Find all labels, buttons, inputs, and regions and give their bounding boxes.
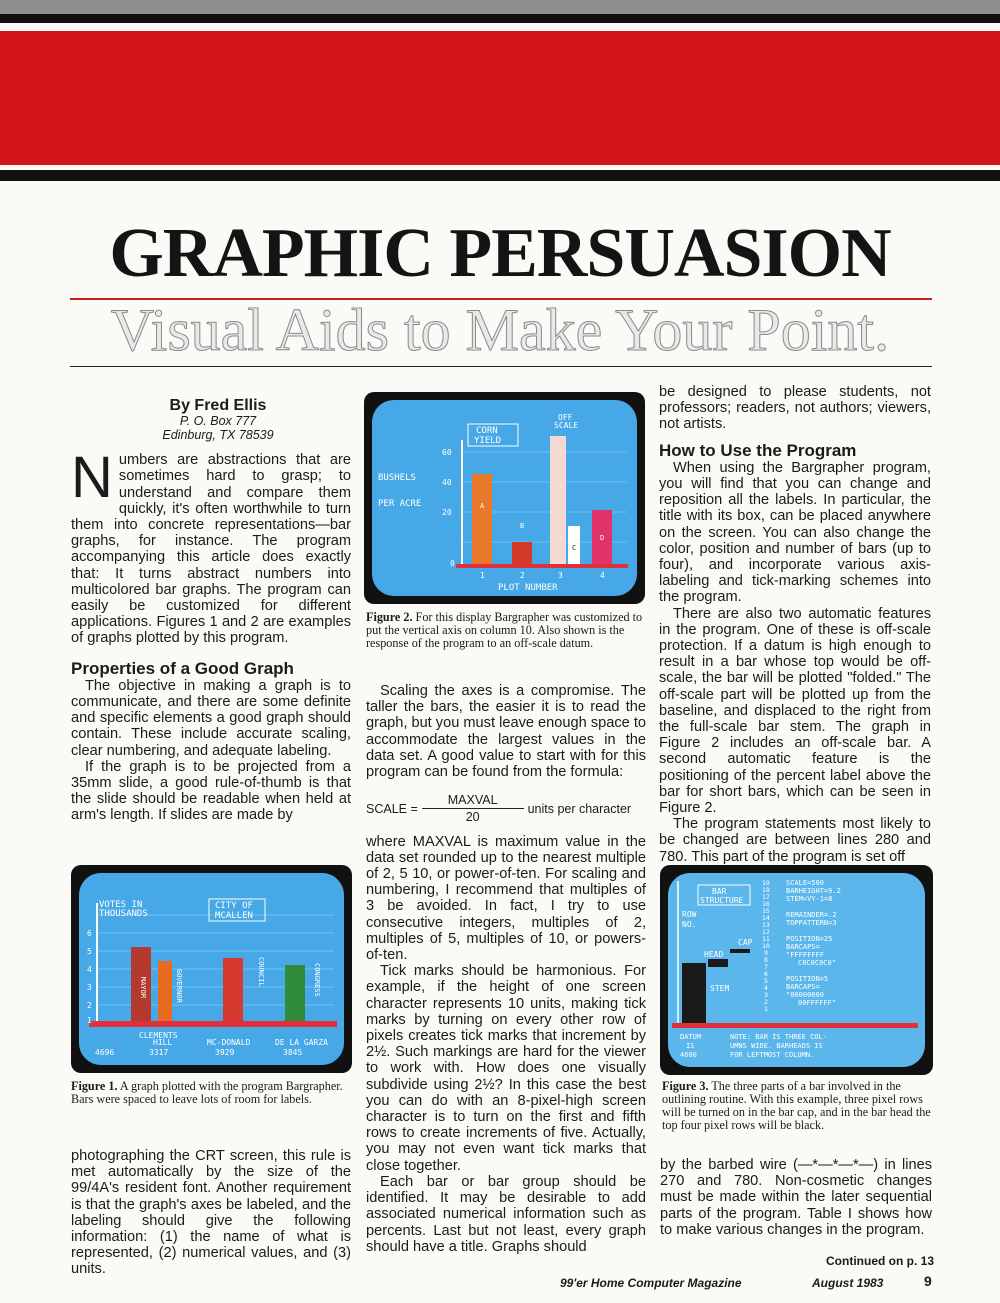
figure-2-ylabel-2: PER ACRE bbox=[378, 499, 422, 509]
figure-3-code-line: STEM=VY-1=8 bbox=[786, 895, 833, 903]
figure-3-code-line: BARCAPS= bbox=[786, 983, 820, 991]
figure-3-row-number: 19 bbox=[762, 879, 770, 887]
figure-3-row-number: 17 bbox=[762, 893, 770, 901]
figure-1-ytick: 3 bbox=[87, 983, 92, 992]
figure-2-xtick: 4 bbox=[600, 571, 605, 580]
header-band-gray bbox=[0, 0, 1000, 14]
paragraph: The program statements most likely to be changed are between lines 280 and 780. This part of the program is set off bbox=[659, 816, 931, 865]
figure-2-caption bbox=[366, 611, 646, 650]
figure-2-xtick: 2 bbox=[520, 571, 525, 580]
paragraph: If the graph is to be projected from a 35mm slide, a good rule-of-thumb is that the slide should be readable when held at arm's length. If slides are made by bbox=[71, 758, 351, 824]
figure-3-label-no: NO. bbox=[682, 920, 697, 929]
figure-1-ytick: 2 bbox=[87, 1001, 92, 1010]
figure-3-code-line: BARCAPS= bbox=[786, 943, 820, 951]
column-3-bottom bbox=[660, 1157, 932, 1238]
figure-1-ytick: 6 bbox=[87, 929, 92, 938]
figure-1-elements-label: CLEMENTS bbox=[139, 1031, 178, 1040]
figure-1-name: HILL bbox=[153, 1038, 173, 1047]
figure-3-row-number: 15 bbox=[762, 907, 770, 915]
column-1 bbox=[71, 398, 351, 824]
figure-3-row-number: 2 bbox=[764, 998, 768, 1006]
continued-notice: Continued on p. 13 bbox=[826, 1254, 934, 1268]
figure-2-xlabel: PLOT NUMBER bbox=[498, 583, 558, 593]
figure-3-bar-structure bbox=[668, 873, 925, 1067]
figure-3-datum: IS bbox=[686, 1042, 695, 1050]
formula-numerator: MAXVAL bbox=[422, 792, 524, 809]
figure-2-xtick: 1 bbox=[480, 571, 485, 580]
figure-3-row-number: 14 bbox=[762, 914, 770, 922]
author-address-line2: Edinburg, TX 78539 bbox=[162, 428, 274, 443]
figure-3-datum: DATUM bbox=[680, 1033, 702, 1041]
figure-3-code-line: POSITION=25 bbox=[786, 935, 833, 943]
figure-1-name: MC-DONALD bbox=[207, 1038, 251, 1047]
figure-2-photo bbox=[364, 392, 645, 604]
figure-3-code-line: "FFFFFFFF bbox=[786, 951, 824, 959]
figure-2-caption-text: For this display Bargrapher was customized to put the vertical axis on column 10. Also shown is the response of the program to an off-scale datum. bbox=[366, 610, 643, 650]
figure-2-caption-label: Figure 2. bbox=[366, 610, 413, 624]
formula-rhs: units per character bbox=[527, 801, 632, 816]
figure-3-bar-cap bbox=[730, 949, 750, 953]
figure-1-ytick: 1 bbox=[87, 1016, 92, 1025]
figure-2-bar bbox=[512, 542, 532, 564]
figure-3-code-line: REMAINDER=.2 bbox=[786, 911, 837, 919]
paragraph: by the barbed wire (—*—*—*—) in lines 270 and 780. Non-cosmetic changes must be made within the later sequential parts of the program. Table I shows how to make various changes in the program. bbox=[660, 1157, 932, 1238]
paragraph: Each bar or bar group should be identified. It may be desirable to add associated numerical information such as percents. Last but not least, every graph should have a title. Graphs should bbox=[366, 1173, 646, 1255]
intro-paragraph bbox=[71, 445, 351, 647]
figure-3-row-number: 5 bbox=[764, 977, 768, 985]
figure-2-bar-label: D bbox=[600, 534, 605, 542]
formula-fraction bbox=[422, 792, 524, 825]
figure-1-bar bbox=[158, 961, 172, 1021]
figure-1-bar-label: COUNCIL bbox=[257, 957, 265, 987]
figure-3-code-line: 00FFFFFF" bbox=[798, 999, 836, 1007]
figure-1-crt-screen bbox=[79, 873, 344, 1065]
figure-1-value: 3317 bbox=[149, 1048, 169, 1057]
figure-2-crt-screen bbox=[372, 400, 637, 596]
figure-3-row-number: 7 bbox=[764, 963, 768, 971]
figure-2-title-2: YIELD bbox=[474, 436, 502, 446]
column-1-bottom bbox=[71, 1148, 351, 1278]
figure-2-ytick: 0 bbox=[450, 559, 455, 568]
figure-3-code-line: POSITION=5 bbox=[786, 975, 829, 983]
page-title: GRAPHIC PERSUASION bbox=[109, 215, 891, 292]
figure-2-title-1: CORN bbox=[476, 426, 498, 436]
figure-1-caption-text: A graph plotted with the program Bargrapher. Bars were spaced to leave lots of room for labels. bbox=[71, 1079, 343, 1106]
figure-1-bar-label: MAYOR bbox=[139, 977, 147, 999]
figure-3-row-number: 13 bbox=[762, 921, 770, 929]
figure-3-row-number: 16 bbox=[762, 900, 770, 908]
figure-1-bar bbox=[285, 965, 305, 1021]
header-band-black-lower bbox=[0, 170, 1000, 181]
formula-denominator: 20 bbox=[465, 810, 480, 825]
figure-2-bar-label: B bbox=[520, 522, 525, 530]
figure-3-row-number: 4 bbox=[764, 984, 768, 992]
figure-3-code-line: C0C0C0C0" bbox=[798, 959, 836, 967]
figure-1-name: DE LA GARZA bbox=[275, 1038, 328, 1047]
figure-3-bar-stem bbox=[682, 963, 706, 1023]
author-byline: By Fred Ellis bbox=[169, 397, 267, 414]
page-number: 9 bbox=[924, 1273, 932, 1289]
figure-3-row-number: 9 bbox=[764, 949, 768, 957]
section-heading-properties: Properties of a Good Graph bbox=[71, 658, 294, 678]
figure-3-caption-text: The three parts of a bar involved in the outlining routine. With this example, three pixel rows will be turned on in the bar cap, and in the bar head the top four pixel rows will be black. bbox=[662, 1079, 931, 1132]
figure-1-value: 3845 bbox=[283, 1048, 303, 1057]
figure-1-elements-value: 4696 bbox=[95, 1048, 115, 1057]
figure-3-code-line: "00000000 bbox=[786, 991, 824, 999]
figure-1-caption-label: Figure 1. bbox=[71, 1079, 118, 1093]
figure-2-ytick: 40 bbox=[442, 478, 452, 487]
figure-3-label-bar: BAR bbox=[712, 887, 727, 896]
paragraph: Scaling the axes is a compromise. The taller the bars, the easier it is to read the graph, but you must leave enough space to accommodate the largest values in the data set. A good value to start with for this program can be found from the formula: bbox=[366, 683, 646, 781]
figure-3-note: NOTE: BAR IS THREE COL- bbox=[730, 1033, 827, 1041]
figure-2-offscale-2: SCALE bbox=[554, 421, 579, 430]
figure-1-ylabel-2: THOUSANDS bbox=[99, 909, 148, 919]
paragraph: photographing the CRT screen, this rule is met automatically by the size of the 99/4A's resident font. Another requirement is that the graph's axes be labeled, and the labeling should give the following information: (1) the name of what is represented, (2) numerical values, and (3) units. bbox=[71, 1148, 351, 1278]
figure-3-note: FOR LEFTMOST COLUMN. bbox=[730, 1051, 815, 1059]
figure-2-ylabel-1: BUSHELS bbox=[378, 473, 416, 483]
figure-2-xtick: 3 bbox=[558, 571, 563, 580]
figure-3-label-structure: STRUCTURE bbox=[700, 896, 744, 905]
figure-1-photo bbox=[71, 865, 352, 1073]
figure-2-bar bbox=[472, 474, 492, 564]
figure-3-datum: 4600 bbox=[680, 1051, 697, 1059]
figure-3-label-stem: STEM bbox=[710, 984, 730, 993]
figure-1-ylabel-1: VOTES IN bbox=[99, 900, 143, 910]
figure-2-bar-label: C bbox=[572, 544, 577, 552]
figure-3-code-line: BARHEIGHT=9.2 bbox=[786, 887, 841, 895]
figure-3-bar-head bbox=[708, 959, 728, 967]
figure-3-code-line: TOPPATTERN=3 bbox=[786, 919, 837, 927]
drop-cap: N bbox=[71, 445, 113, 511]
figure-3-label-head: HEAD bbox=[704, 950, 724, 959]
figure-1-bar bbox=[223, 958, 243, 1021]
paragraph: There are also two automatic features in the program. One of these is off-scale protection. If a datum is high enough to result in a bar whose top would be off-scale, the bar will be plotted "folded." The off-scale part will be plotted up from the baseline, and displaced to the right from the full-scale bar stem. The graph in Figure 2 includes an off-scale bar. A second automatic feature is the positioning of the percent label above the bar for short bars, which can be seen in Figure 2. bbox=[659, 605, 931, 817]
formula-lhs: SCALE = bbox=[366, 801, 418, 816]
column-3 bbox=[659, 384, 931, 865]
figure-3-note: UMNS WIDE. BARHEADS IS bbox=[730, 1042, 823, 1050]
header-band-black bbox=[0, 14, 1000, 23]
figure-3-caption-label: Figure 3. bbox=[662, 1079, 709, 1093]
author-address-line1: P. O. Box 777 bbox=[179, 414, 257, 429]
figure-3-caption bbox=[662, 1080, 934, 1132]
figure-1-title-2: MCALLEN bbox=[215, 911, 253, 921]
column-2 bbox=[366, 683, 646, 1255]
figure-3-label-cap: CAP bbox=[738, 938, 753, 947]
figure-3-label-row: ROW bbox=[682, 910, 697, 919]
page-subtitle: Visual Aids to Make Your Point. bbox=[110, 297, 890, 363]
figure-3-row-number: 3 bbox=[764, 991, 768, 999]
paragraph: where MAXVAL is maximum value in the data set rounded up to the nearest multiple of 2, 5 10, or power-of-ten. For scaling and numbering, I recommend that multiples of 3 be avoided. In fact, I try to use consecutive integers, multiples of 2, multiples of 5, multiples of 10, or powers-of-ten. bbox=[366, 833, 646, 964]
figure-1-caption bbox=[71, 1080, 353, 1106]
paragraph: be designed to please students, not professors; readers, not authors; viewers, not artists. bbox=[659, 384, 931, 433]
figure-1-bar-label: GOVERNOR bbox=[175, 969, 183, 1003]
figure-1-bar-label: CONGRESS bbox=[313, 963, 321, 997]
header-band-red bbox=[0, 31, 1000, 165]
figure-3-crt-screen bbox=[668, 873, 925, 1067]
paragraph: When using the Bargrapher program, you will find that you can change and reposition all the labels. In particular, the title with its box, can be placed anywhere on the screen. You can also change the color, position and number of bars (up to four), and incorporate various axis-labeling and tick-marking schemes into the program. bbox=[659, 459, 931, 606]
section-heading-how-to: How to Use the Program bbox=[659, 440, 857, 460]
figure-3-row-number: 18 bbox=[762, 886, 770, 894]
figure-2-ytick: 20 bbox=[442, 508, 452, 517]
scale-formula bbox=[366, 792, 646, 825]
figure-2-ytick: 60 bbox=[442, 448, 452, 457]
figure-3-row-number: 1 bbox=[764, 1005, 768, 1013]
figure-1-bar-graph bbox=[79, 873, 344, 1065]
figure-2-bar-label: A bbox=[480, 502, 485, 510]
figure-3-photo bbox=[660, 865, 933, 1075]
subtitle-rule bbox=[70, 366, 932, 367]
footer-date: August 1983 bbox=[812, 1276, 884, 1290]
figure-3-row-number: 6 bbox=[764, 970, 768, 978]
figure-3-row-number: 10 bbox=[762, 942, 770, 950]
footer-magazine: 99'er Home Computer Magazine bbox=[560, 1276, 742, 1290]
figure-2-bar bbox=[550, 436, 566, 564]
figure-2-bar-graph bbox=[372, 400, 637, 596]
paragraph: Tick marks should be harmonious. For example, if the height of one screen character represents 10 units, making tick marks by turning on every other row of pixels creates tick marks that increment by 2½. Such markings are hard for the viewer to work with. How does one visually subdivide using 2½? In this case the best you can do with an 8-pixel-high screen character is to turn on the first and fifth rows to create increments of five. Actually, you may not even want tick marks that close together. bbox=[366, 963, 646, 1174]
figure-2-offscale-1: OFF bbox=[558, 413, 573, 422]
intro-text: umbers are abstractions that are sometimes hard to grasp; to understand and compare them quickly, it's often worthwhile to turn them into concrete representations—bar graphs, for instance. The program accompanying this article does exactly that: It turns abstract numbers into multicolored bar graphs. The program can easily be customized for different applications. Figures 1 and 2 are examples of graphs plotted by this program. bbox=[71, 452, 351, 647]
figure-1-value: 3929 bbox=[215, 1048, 235, 1057]
figure-1-title-1: CITY OF bbox=[215, 901, 253, 911]
figure-3-row-number: 8 bbox=[764, 956, 768, 964]
paragraph: The objective in making a graph is to communicate, and there are some definite and specific elements a good graph should contain. These include accurate scaling, clear numbering, and adequate labeling. bbox=[71, 677, 351, 759]
figure-1-ytick: 5 bbox=[87, 947, 92, 956]
figure-3-row-number: 11 bbox=[762, 935, 770, 943]
figure-1-ytick: 4 bbox=[87, 965, 92, 974]
figure-3-row-number: 12 bbox=[762, 928, 770, 936]
figure-3-code-line: SCALE=500 bbox=[786, 879, 824, 887]
